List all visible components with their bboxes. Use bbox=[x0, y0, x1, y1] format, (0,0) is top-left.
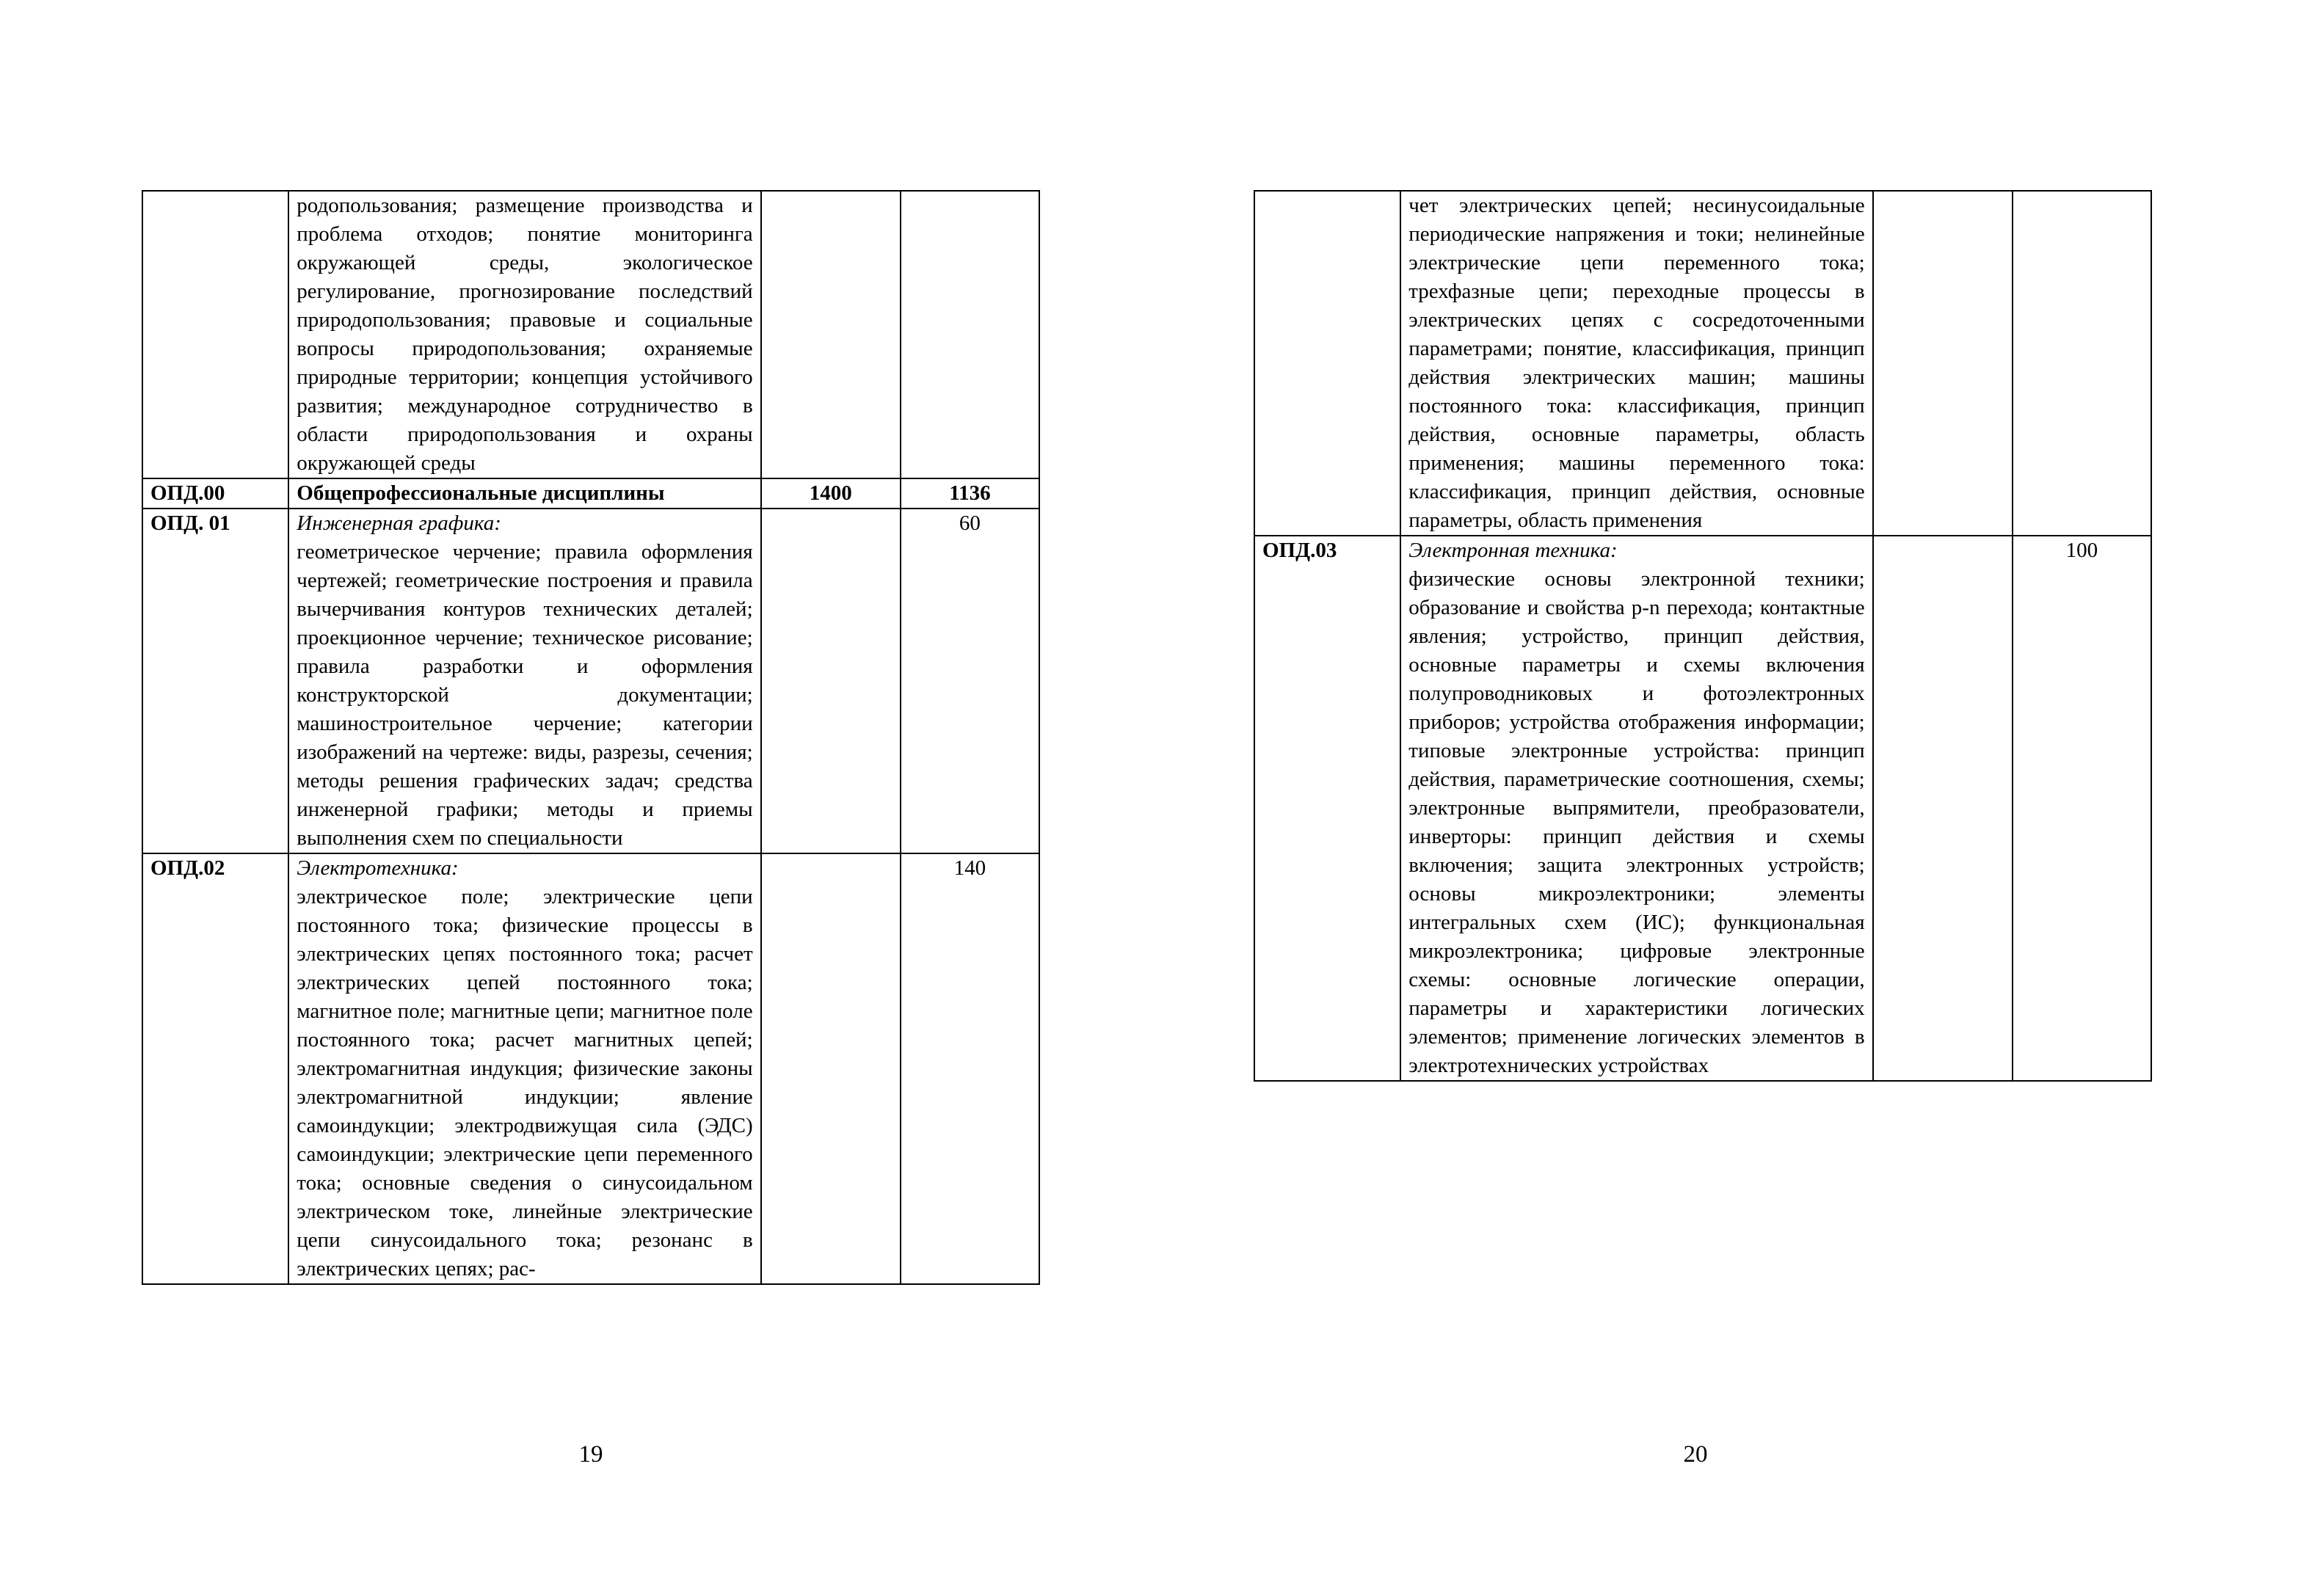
subject-code: ОПД.03 bbox=[1254, 536, 1400, 1081]
table-row-section bbox=[142, 478, 1039, 509]
page-number: 19 bbox=[578, 1441, 603, 1468]
description-cell bbox=[288, 853, 760, 1284]
description-text: электрическое поле; электрические цепи постоянного тока; физические процессы в электрических цепях постоянного тока; расчет электрических цепей постоянного тока; магнитное поле; магнитные цепи; магнитное поле постоянного тока; расчет магнитных цепей; электромагнитная индукция; физические законы электромагнитной индукции; явление самоиндукции; электродвижущая сила (ЭДС) самоиндукции; электрические цепи переменного тока; основные сведения о синусоидальном электрическом токе, линейные электрические цепи синусоидального тока; резонанс в электрических цепях; рас- bbox=[297, 885, 753, 1280]
subject-hours: 140 bbox=[901, 853, 1039, 1284]
hours-class-cell-empty bbox=[901, 191, 1039, 478]
description-cell bbox=[1400, 536, 1872, 1081]
section-title: Общепрофессиональные дисциплины bbox=[288, 478, 760, 509]
hours-max-cell-empty bbox=[761, 853, 901, 1284]
description-cell bbox=[288, 509, 760, 853]
subject-title: Электротехника: bbox=[297, 856, 459, 880]
description-text: геометрическое черчение; правила оформления чертежей; геометрические построения и правила вычерчивания контуров технических деталей; проекционное черчение; техническое рисование; правила разработки и оформления конструкторской документации; машиностроительное черчение; категории изображений на чертеже: виды, разрезы, сечения; методы решения графических задач; средства инженерной графики; методы и приемы выполнения схем по специальности bbox=[297, 540, 753, 850]
section-hours-max: 1400 bbox=[761, 478, 901, 509]
subject-title: Электронная техника: bbox=[1408, 539, 1618, 562]
section-code: ОПД.00 bbox=[142, 478, 288, 509]
curriculum-table-left bbox=[142, 190, 1040, 1285]
section-hours-class: 1136 bbox=[901, 478, 1039, 509]
hours-max-cell-empty bbox=[761, 509, 901, 853]
table-row bbox=[142, 509, 1039, 853]
code-cell-empty bbox=[1254, 191, 1400, 536]
table-row bbox=[142, 853, 1039, 1284]
hours-class-cell-empty bbox=[2013, 191, 2151, 536]
table-row bbox=[1254, 191, 2151, 536]
curriculum-table-right bbox=[1254, 190, 2152, 1082]
page-right bbox=[1156, 0, 2312, 1596]
description-text: родопользования; размещение производства и проблема отходов; понятие мониторинга окружающей среды, экологическое регулирование, прогнозирование последствий природопользования; правовые и социальные вопросы природопользования; охраняемые природные территории; концепция устойчивого развития; международное сотрудничество в области природопользования и охраны окружающей среды bbox=[297, 194, 753, 475]
subject-hours: 100 bbox=[2013, 536, 2151, 1081]
subject-code: ОПД.02 bbox=[142, 853, 288, 1284]
description-cell bbox=[1400, 191, 1872, 536]
subject-title: Инженерная графика: bbox=[297, 511, 501, 535]
table-row bbox=[142, 191, 1039, 478]
table-row bbox=[1254, 536, 2151, 1081]
description-text: чет электрических цепей; несинусоидальные периодические напряжения и токи; нелинейные электрические цепи переменного тока; трехфазные цепи; переходные процессы в электрических цепях с сосредоточенными параметрами; понятие, классификация, принцип действия электрических машин; машины постоянного тока: классификация, принцип действия, основные параметры, область применения; машины переменного тока: классификация, принцип действия, основные параметры, область применения bbox=[1408, 194, 1865, 532]
subject-hours: 60 bbox=[901, 509, 1039, 853]
hours-max-cell-empty bbox=[1873, 191, 2013, 536]
description-text: физические основы электронной техники; образование и свойства p-n перехода; контактные явления; устройство, принцип действия, основные параметры и схемы включения полупроводниковых и фотоэлектронных приборов; устройства отображения информации; типовые электронные устройства: принцип действия, параметрические соотношения, схемы; электронные выпрямители, преобразователи, инверторы: принцип действия и схемы включения; защита электронных устройств; основы микроэлектроники; элементы интегральных схем (ИС); функциональная микроэлектроника; цифровые электронные схемы: основные логические операции, параметры и характеристики логических элементов; применение логических элементов в электротехнических устройствах bbox=[1408, 567, 1865, 1077]
hours-max-cell-empty bbox=[761, 191, 901, 478]
description-cell bbox=[288, 191, 760, 478]
page-number: 20 bbox=[1683, 1441, 1708, 1468]
code-cell-empty bbox=[142, 191, 288, 478]
subject-code: ОПД. 01 bbox=[142, 509, 288, 853]
hours-max-cell-empty bbox=[1873, 536, 2013, 1081]
